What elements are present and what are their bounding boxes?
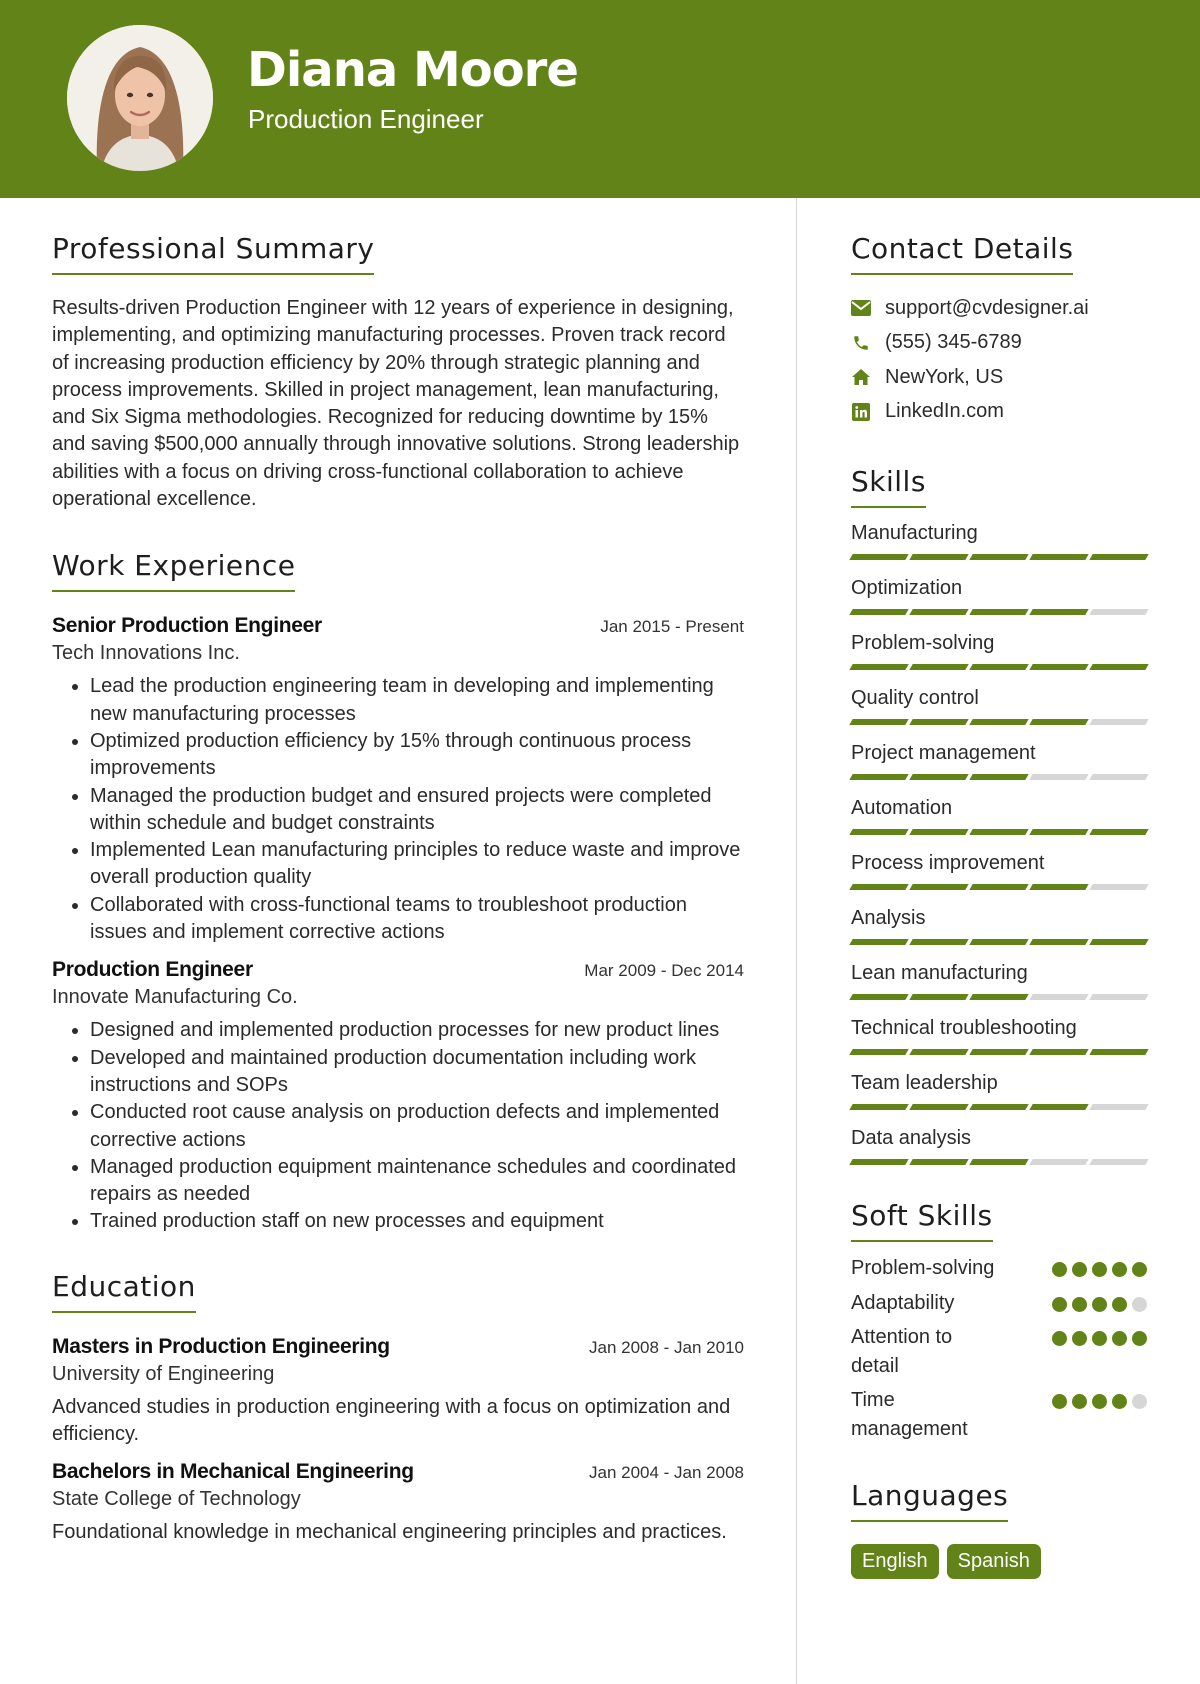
contact-text: LinkedIn.com (885, 400, 1004, 423)
skill-segment (849, 1159, 908, 1165)
education-date: Jan 2008 - Jan 2010 (588, 1337, 744, 1357)
soft-skill-item (851, 1323, 1147, 1380)
skills-list (851, 518, 1147, 1165)
skill-segment (1029, 554, 1088, 560)
soft-skill-rating (1052, 1262, 1147, 1277)
section-heading: Work Experience (52, 549, 295, 592)
skill-name: Analysis (851, 907, 926, 929)
candidate-name: Diana Moore (247, 42, 578, 98)
contact-section (851, 232, 1147, 429)
job-entry (52, 614, 744, 946)
soft-skill-rating (1052, 1394, 1147, 1409)
skill-segment (1029, 719, 1088, 725)
rating-dot (1132, 1394, 1147, 1409)
soft-skill-name: Adaptability (851, 1291, 955, 1314)
summary-section (52, 232, 744, 513)
skill-name: Optimization (851, 577, 963, 599)
skill-segment (1029, 829, 1088, 835)
bullet-item: • Trained production staff on new processes and equipment (90, 1208, 744, 1235)
soft-skill-rating (1052, 1297, 1147, 1312)
rating-dot (1112, 1262, 1127, 1277)
bullet-item: • Collaborated with cross-functional teams to troubleshoot production issues and implement corrective actions (90, 892, 744, 947)
skill-name: Process improvement (851, 852, 1045, 874)
skill-item (851, 1123, 1147, 1165)
skill-segment (1089, 1049, 1148, 1055)
education-date: Jan 2004 - Jan 2008 (588, 1463, 744, 1483)
skill-segment (909, 554, 968, 560)
skill-segment (909, 609, 968, 615)
contact-text: NewYork, US (885, 365, 1004, 388)
skill-segment (909, 1159, 968, 1165)
education-entry (52, 1460, 744, 1546)
section-heading: Languages (851, 1479, 1008, 1522)
skill-segment (969, 719, 1028, 725)
skill-name: Manufacturing (851, 522, 978, 544)
skill-level-bar (851, 829, 1147, 835)
skill-segment (969, 609, 1028, 615)
language-tag: Spanish (947, 1544, 1041, 1579)
contact-item (851, 395, 1147, 430)
skill-segment (1089, 774, 1148, 780)
skill-segment (849, 884, 908, 890)
school-name: State College of Technology (52, 1488, 301, 1511)
rating-dot (1132, 1297, 1147, 1312)
skill-level-bar (851, 664, 1147, 670)
job-date: Mar 2009 - Dec 2014 (584, 961, 744, 981)
soft-skill-name: Problem-solving (851, 1257, 995, 1279)
rating-dot (1092, 1297, 1107, 1312)
skill-segment (969, 1104, 1028, 1110)
skill-segment (909, 939, 968, 945)
skill-level-bar (851, 994, 1147, 1000)
soft-skill-item (851, 1386, 1147, 1443)
skill-name: Project management (851, 742, 1036, 764)
language-list (851, 1544, 1147, 1579)
degree-title: Bachelors in Mechanical Engineering (52, 1460, 414, 1484)
skill-level-bar (851, 609, 1147, 615)
rating-dot (1072, 1297, 1087, 1312)
education-list (52, 1335, 744, 1547)
soft-skill-name: Time management (851, 1389, 968, 1440)
education-description: Foundational knowledge in mechanical engineering principles and practices. (52, 1521, 727, 1544)
skill-segment (969, 664, 1028, 670)
job-title: Senior Production Engineer (52, 614, 322, 638)
soft-skills-section (851, 1199, 1147, 1443)
contact-text: (555) 345-6789 (885, 331, 1022, 354)
skill-segment (1029, 1159, 1088, 1165)
education-entry (52, 1335, 744, 1449)
skill-segment (909, 664, 968, 670)
skill-segment (1089, 829, 1148, 835)
main-column (52, 232, 744, 1547)
skill-segment (1089, 609, 1148, 615)
rating-dot (1092, 1394, 1107, 1409)
bullet-item: • Developed and maintained production documentation including work instructions and SOPs (90, 1045, 744, 1100)
skill-segment (969, 939, 1028, 945)
skill-item (851, 573, 1147, 615)
education-header (52, 1460, 744, 1484)
section-heading: Skills (851, 465, 926, 508)
skill-item (851, 683, 1147, 725)
skill-segment (969, 1159, 1028, 1165)
skill-segment (909, 774, 968, 780)
phone-icon (851, 333, 871, 353)
skill-item (851, 793, 1147, 835)
skill-segment (1029, 1049, 1088, 1055)
skill-item (851, 628, 1147, 670)
skill-segment (909, 994, 968, 1000)
rating-dot (1072, 1394, 1087, 1409)
skill-segment (909, 884, 968, 890)
skill-segment (849, 994, 908, 1000)
skill-segment (849, 1104, 908, 1110)
skill-segment (969, 884, 1028, 890)
skill-segment (849, 829, 908, 835)
skill-segment (1029, 884, 1088, 890)
rating-dot (1072, 1331, 1087, 1346)
job-list (52, 614, 744, 1235)
education-description: Advanced studies in production engineering with a focus on optimization and efficiency. (52, 1395, 731, 1446)
skill-segment (909, 1049, 968, 1055)
skill-item (851, 518, 1147, 560)
skill-item (851, 848, 1147, 890)
bullet-item: • Conducted root cause analysis on production defects and implemented corrective actions (90, 1099, 744, 1154)
skill-segment (969, 829, 1028, 835)
skill-name: Quality control (851, 687, 979, 709)
bullet-item: • Managed the production budget and ensured projects were completed within schedule and budget constraints (90, 783, 744, 838)
skill-item (851, 738, 1147, 780)
rating-dot (1092, 1262, 1107, 1277)
skill-segment (1029, 664, 1088, 670)
job-header (52, 958, 744, 982)
skill-segment (1029, 994, 1088, 1000)
bullet-item: • Managed production equipment maintenance schedules and coordinated repairs as needed (90, 1154, 744, 1209)
skill-level-bar (851, 1049, 1147, 1055)
profile-photo (67, 25, 213, 171)
skill-level-bar (851, 1104, 1147, 1110)
skill-name: Lean manufacturing (851, 962, 1028, 984)
job-title: Production Engineer (52, 958, 253, 982)
skill-name: Problem-solving (851, 632, 995, 654)
company-name: Innovate Manufacturing Co. (52, 986, 298, 1009)
bullet-item: • Implemented Lean manufacturing principles to reduce waste and improve overall production quality (90, 837, 744, 892)
skill-level-bar (851, 1159, 1147, 1165)
skill-segment (909, 719, 968, 725)
soft-skill-item (851, 1254, 1147, 1283)
skill-segment (969, 1049, 1028, 1055)
skill-segment (969, 774, 1028, 780)
skill-segment (849, 1049, 908, 1055)
skill-segment (1089, 994, 1148, 1000)
rating-dot (1072, 1262, 1087, 1277)
resume-header (0, 0, 1200, 198)
skill-item (851, 958, 1147, 1000)
contact-item (851, 291, 1147, 326)
bullet-item: • Lead the production engineering team in developing and implementing new manufacturing processes (90, 673, 744, 728)
experience-section (52, 549, 744, 1235)
column-divider (796, 198, 797, 1684)
home-icon (851, 367, 871, 387)
skill-segment (909, 1104, 968, 1110)
skill-segment (849, 939, 908, 945)
summary-text: Results-driven Production Engineer with 12 years of experience in designing, implementing, and optimizing manufacturing processes. Proven track record of increasing production efficiency by 20% through strategic planning and process improvements. Skilled in project management, lean manufacturing, and Six Sigma methodologies. Recognized for reducing downtime by 15% and saving $500,000 annually through innovative solutions. Strong leadership abilities with a focus on driving cross-functional collaboration to achieve operational excellence. (52, 297, 740, 511)
skill-segment (1089, 1104, 1148, 1110)
soft-skill-rating (1052, 1331, 1147, 1346)
rating-dot (1112, 1394, 1127, 1409)
soft-skill-name: Attention to detail (851, 1326, 953, 1377)
linkedin-icon (851, 402, 871, 422)
section-heading: Soft Skills (851, 1199, 993, 1242)
skill-segment (969, 554, 1028, 560)
side-column (851, 232, 1147, 1579)
skill-segment (1089, 1159, 1148, 1165)
skill-segment (1029, 609, 1088, 615)
skill-segment (849, 774, 908, 780)
job-bullets (52, 673, 744, 946)
skill-name: Technical troubleshooting (851, 1017, 1077, 1039)
rating-dot (1052, 1331, 1067, 1346)
degree-title: Masters in Production Engineering (52, 1334, 390, 1358)
job-bullets (52, 1017, 744, 1235)
skill-segment (1089, 664, 1148, 670)
candidate-title: Production Engineer (248, 104, 484, 134)
skill-segment (849, 719, 908, 725)
job-date: Jan 2015 - Present (600, 617, 744, 637)
bullet-item: • Optimized production efficiency by 15% through continuous process improvements (90, 728, 744, 783)
languages-section (851, 1479, 1147, 1579)
job-header (52, 614, 744, 638)
soft-skills-list (851, 1254, 1147, 1443)
skill-segment (1029, 774, 1088, 780)
rating-dot (1112, 1297, 1127, 1312)
section-heading: Education (52, 1270, 196, 1313)
rating-dot (1112, 1331, 1127, 1346)
company-name: Tech Innovations Inc. (52, 642, 240, 665)
bullet-item: • Designed and implemented production processes for new product lines (90, 1017, 744, 1044)
skill-segment (969, 994, 1028, 1000)
skill-segment (849, 609, 908, 615)
skill-item (851, 1013, 1147, 1055)
section-heading: Professional Summary (52, 232, 374, 275)
skill-segment (1089, 884, 1148, 890)
rating-dot (1052, 1394, 1067, 1409)
rating-dot (1132, 1331, 1147, 1346)
language-tag: English (851, 1544, 939, 1579)
avatar-image (67, 25, 213, 171)
skill-item (851, 903, 1147, 945)
skill-segment (849, 664, 908, 670)
skill-level-bar (851, 554, 1147, 560)
skill-segment (1089, 719, 1148, 725)
skill-segment (1089, 554, 1148, 560)
skill-level-bar (851, 884, 1147, 890)
skills-section (851, 465, 1147, 1165)
skill-segment (1029, 939, 1088, 945)
education-section (52, 1270, 744, 1547)
section-heading: Contact Details (851, 232, 1073, 275)
contact-item (851, 326, 1147, 361)
skill-name: Data analysis (851, 1127, 972, 1149)
contact-item (851, 360, 1147, 395)
education-header (52, 1335, 744, 1359)
skill-level-bar (851, 719, 1147, 725)
skill-segment (909, 829, 968, 835)
school-name: University of Engineering (52, 1362, 275, 1385)
skill-level-bar (851, 774, 1147, 780)
rating-dot (1052, 1262, 1067, 1277)
skill-segment (1029, 1104, 1088, 1110)
soft-skill-item (851, 1289, 1147, 1318)
skill-name: Automation (851, 797, 953, 819)
job-entry (52, 958, 744, 1235)
rating-dot (1092, 1331, 1107, 1346)
skill-item (851, 1068, 1147, 1110)
skill-name: Team leadership (851, 1072, 998, 1094)
skill-level-bar (851, 939, 1147, 945)
rating-dot (1052, 1297, 1067, 1312)
contact-list (851, 291, 1147, 429)
rating-dot (1132, 1262, 1147, 1277)
contact-text: support@cvdesigner.ai (885, 296, 1089, 319)
envelope-icon (851, 298, 871, 318)
skill-segment (849, 554, 908, 560)
skill-segment (1089, 939, 1148, 945)
